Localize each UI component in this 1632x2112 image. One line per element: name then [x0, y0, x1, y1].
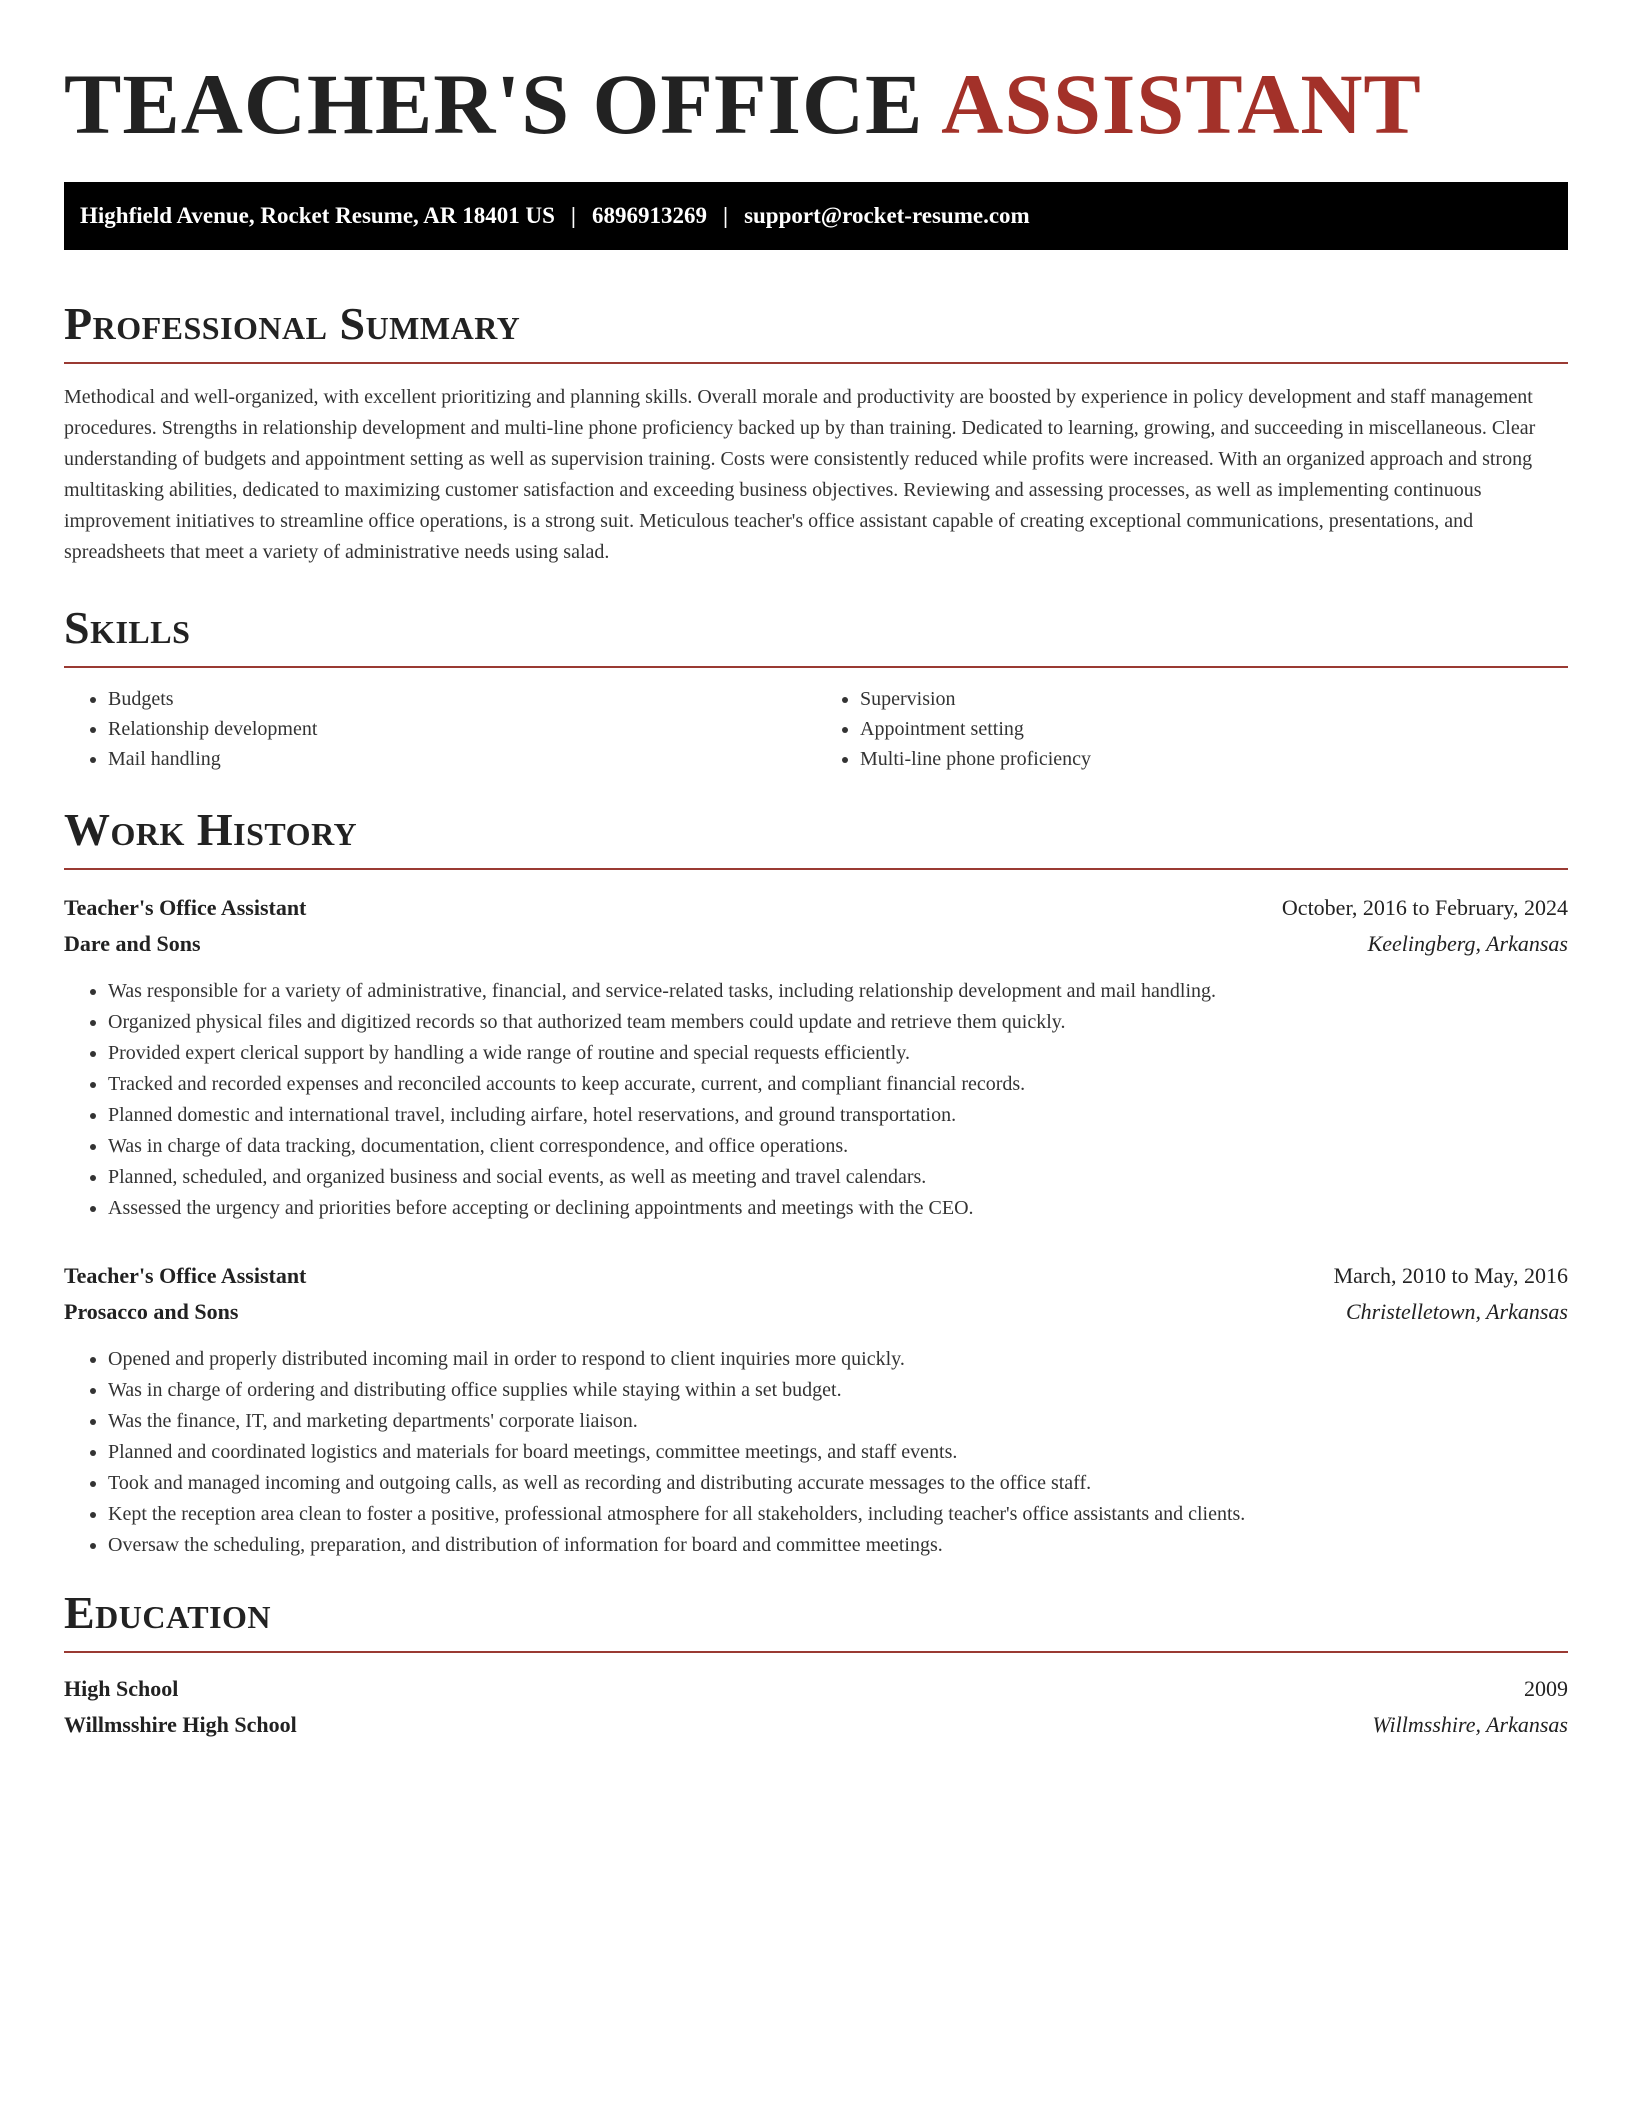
- education-year: 2009: [1524, 1676, 1568, 1701]
- job-dates: October, 2016 to February, 2024: [1281, 895, 1568, 920]
- skills-column-left: [64, 684, 816, 774]
- job-bullet: • Planned, scheduled, and organized business and social events, as well as meeting and travel calendars.: [108, 1162, 1568, 1193]
- section-divider: [64, 1651, 1568, 1653]
- section-divider: [64, 868, 1568, 870]
- section-title-education: Education: [64, 1587, 272, 1638]
- job-dates: March, 2010 to May, 2016: [1333, 1263, 1568, 1288]
- job-bullets: [64, 1344, 1568, 1561]
- skill-item: • Relationship development: [108, 714, 816, 744]
- job-bullet: • Planned and coordinated logistics and materials for board meetings, committee meetings, and staff events.: [108, 1437, 1568, 1468]
- job-bullet: • Was the finance, IT, and marketing departments' corporate liaison.: [108, 1406, 1568, 1437]
- job-position: Teacher's Office Assistant: [64, 1263, 307, 1288]
- resume-name: [64, 56, 1568, 152]
- job-bullet: • Planned domestic and international travel, including airfare, hotel reservations, and ground transportation.: [108, 1100, 1568, 1131]
- professional-summary-section: [64, 298, 1568, 568]
- name-main: TEACHER'S OFFICE: [64, 56, 942, 152]
- education-header: [64, 1671, 1568, 1707]
- contact-separator: |: [722, 203, 729, 228]
- section-title-summary: Professional Summary: [64, 298, 521, 349]
- work-history-section: [64, 804, 1568, 1561]
- job-bullet: • Was responsible for a variety of administrative, financial, and service-related tasks, including relationship development and mail handling.: [108, 976, 1568, 1007]
- contact-phone[interactable]: 6896913269: [591, 203, 707, 228]
- job-header: [64, 1258, 1568, 1294]
- job-company: Prosacco and Sons: [64, 1299, 239, 1324]
- skill-item: • Multi-line phone proficiency: [860, 744, 1568, 774]
- job-bullet: • Tracked and recorded expenses and reconciled accounts to keep accurate, current, and compliant financial records.: [108, 1069, 1568, 1100]
- contact-address: Highfield Avenue, Rocket Resume, AR 18401 US: [80, 203, 555, 228]
- job-bullet: • Oversaw the scheduling, preparation, and distribution of information for board and committee meetings.: [108, 1530, 1568, 1561]
- job-position: Teacher's Office Assistant: [64, 895, 307, 920]
- skills-list: [64, 684, 1568, 774]
- job-bullet: • Kept the reception area clean to foster a positive, professional atmosphere for all stakeholders, including teacher's office assistants and clients.: [108, 1499, 1568, 1530]
- job-company: Dare and Sons: [64, 931, 201, 956]
- education-school: Willmsshire High School: [64, 1712, 297, 1737]
- skill-item: • Supervision: [860, 684, 1568, 714]
- contact-bar: [64, 182, 1568, 250]
- job-location: Christelletown, Arkansas: [1345, 1299, 1568, 1324]
- section-divider: [64, 362, 1568, 364]
- job-location: Keelingberg, Arkansas: [1367, 931, 1568, 956]
- job-subheader: [64, 1294, 1568, 1330]
- job-bullet: • Was in charge of ordering and distributing office supplies while staying within a set budget.: [108, 1375, 1568, 1406]
- name-accent: ASSISTANT: [941, 56, 1422, 152]
- skills-section: [64, 602, 1568, 774]
- skill-item: • Mail handling: [108, 744, 816, 774]
- job-bullet: • Was in charge of data tracking, documentation, client correspondence, and office operations.: [108, 1131, 1568, 1162]
- education-degree: High School: [64, 1676, 179, 1701]
- education-location: Willmsshire, Arkansas: [1372, 1712, 1568, 1737]
- contact-separator: |: [570, 203, 576, 228]
- job-header: [64, 890, 1568, 926]
- job-bullet: • Took and managed incoming and outgoing calls, as well as recording and distributing accurate messages to the office staff.: [108, 1468, 1568, 1499]
- skill-item: • Budgets: [108, 684, 816, 714]
- skills-column-right: [816, 684, 1568, 774]
- skill-item: • Appointment setting: [860, 714, 1568, 744]
- job-entry: [64, 890, 1568, 1224]
- education-entry: [64, 1671, 1568, 1743]
- job-bullets: [64, 976, 1568, 1224]
- job-bullet: • Assessed the urgency and priorities before accepting or declining appointments and meetings with the CEO.: [108, 1193, 1568, 1224]
- job-bullet: • Opened and properly distributed incoming mail in order to respond to client inquiries more quickly.: [108, 1344, 1568, 1375]
- section-title-skills: Skills: [64, 602, 191, 653]
- section-divider: [64, 666, 1568, 668]
- section-title-work: Work History: [64, 804, 358, 855]
- education-subheader: [64, 1707, 1568, 1743]
- education-section: [64, 1587, 1568, 1743]
- job-bullet: • Provided expert clerical support by handling a wide range of routine and special requests efficiently.: [108, 1038, 1568, 1069]
- summary-text: Methodical and well-organized, with excellent prioritizing and planning skills. Overall morale and productivity are boosted by experience in policy development and staff management procedures. Strengths in relationship development and multi-line phone proficiency backed up by than training. Dedicated to learning, growing, and succeeding in miscellaneous. Clear understanding of budgets and appointment setting as well as supervision training. Costs were consistently reduced while profits were increased. With an organized approach and strong multitasking abilities, dedicated to maximizing customer satisfaction and exceeding business objectives. Reviewing and assessing processes, as well as implementing continuous improvement initiatives to streamline office operations, is a strong suit. Meticulous teacher's office assistant capable of creating exceptional communications, presentations, and spreadsheets that meet a variety of administrative needs using salad.: [64, 386, 1536, 563]
- job-entry: [64, 1258, 1568, 1561]
- job-subheader: [64, 926, 1568, 962]
- job-bullet: • Organized physical files and digitized records so that authorized team members could update and retrieve them quickly.: [108, 1007, 1568, 1038]
- contact-email[interactable]: support@rocket-resume.com: [744, 203, 1030, 228]
